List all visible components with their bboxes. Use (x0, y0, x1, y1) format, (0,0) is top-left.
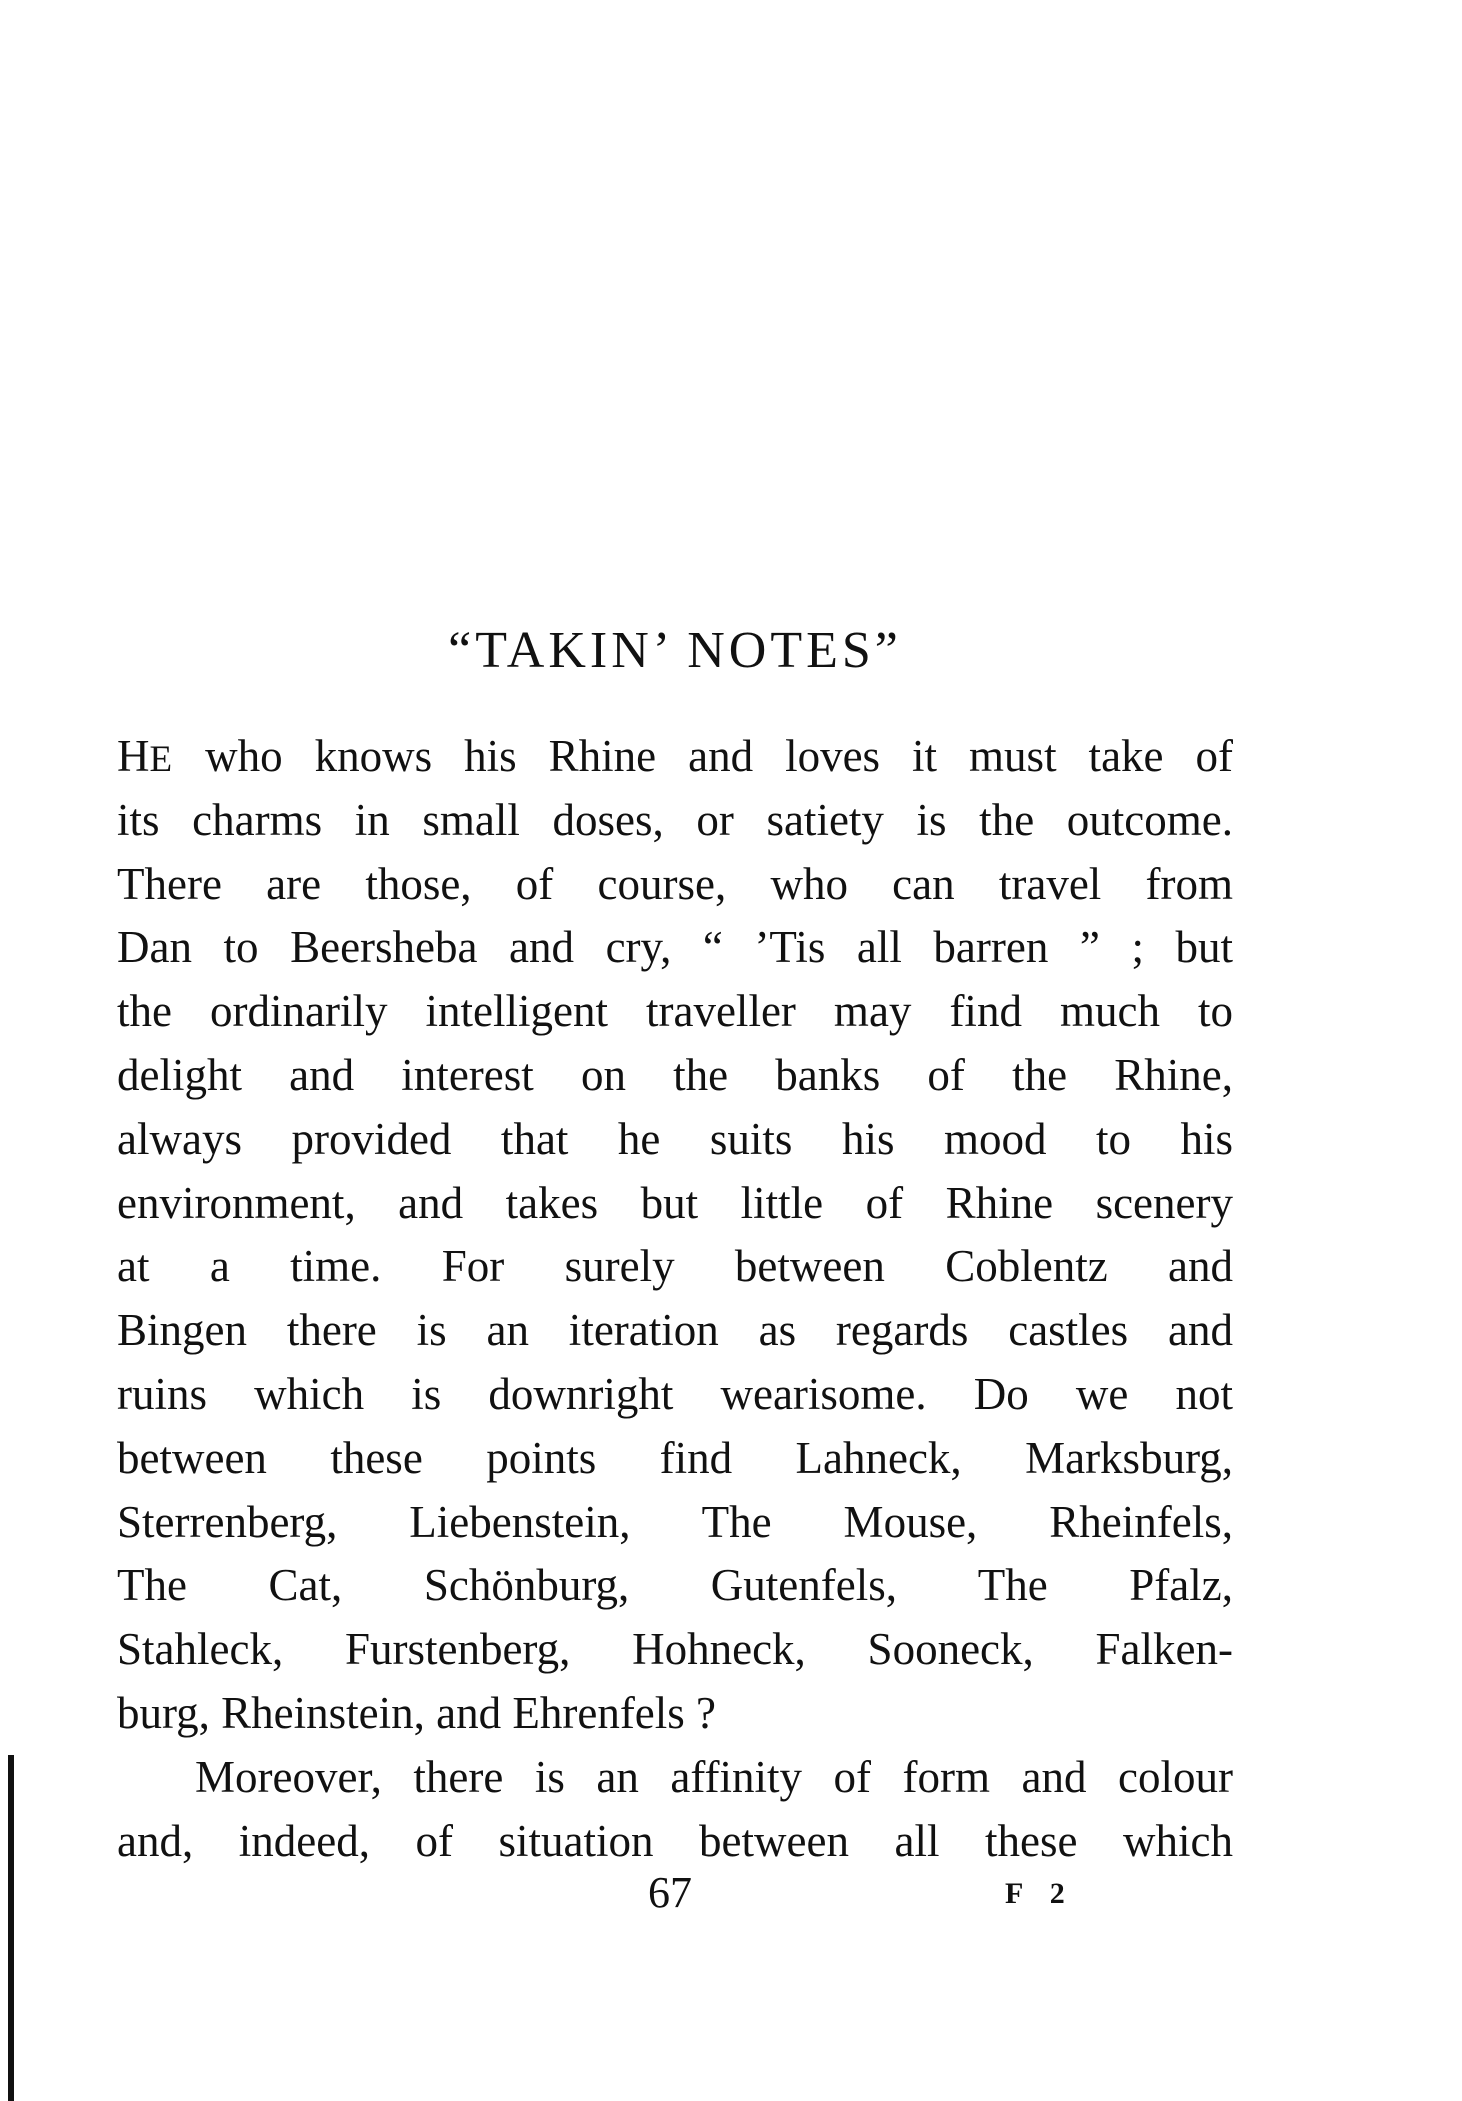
drop-initial: H (117, 731, 150, 781)
text-line-15: Stahleck, Furstenberg, Hohneck, Sooneck, Falken- (117, 1624, 1233, 1675)
text-line-5: the ordinarily intelligent traveller may find much to (117, 986, 1233, 1037)
page-footer (0, 1863, 1462, 1923)
text-line-16: burg, Rheinstein, and Ehrenfels ? (117, 1687, 717, 1738)
line-1-text: who knows his Rhine and loves it must take of (173, 731, 1233, 781)
text-line-2: its charms in small doses, or satiety is the outcome. (117, 794, 1233, 845)
text-line-1 (117, 725, 1233, 789)
text-line-12: between these points find Lahneck, Marksburg, (117, 1432, 1233, 1483)
text-line-13: Sterrenberg, Liebenstein, The Mouse, Rheinfels, (117, 1496, 1233, 1547)
page-number: 67 (648, 1868, 692, 1917)
text-line-14: The Cat, Schönburg, Gutenfels, The Pfalz, (117, 1560, 1233, 1611)
text-line-6: delight and interest on the banks of the Rhine, (117, 1049, 1233, 1100)
text-line-17: Moreover, there is an affinity of form and colour (195, 1751, 1233, 1802)
small-caps-rest: E (149, 739, 174, 780)
text-line-9: at a time. For surely between Coblentz and (117, 1241, 1233, 1292)
text-line-4: Dan to Beersheba and cry, “ ’Tis all barren ” ; but (117, 922, 1233, 973)
text-line-8: environment, and takes but little of Rhine scenery (117, 1177, 1233, 1228)
text-line-7: always provided that he suits his mood to his (117, 1113, 1233, 1164)
body-text (117, 725, 1233, 1873)
binding-edge-shadow (8, 1755, 14, 2101)
text-line-11: ruins which is downright wearisome. Do we not (117, 1368, 1233, 1419)
text-line-18: and, indeed, of situation between all these which (117, 1815, 1233, 1866)
signature-mark: F 2 (1005, 1877, 1075, 1910)
text-line-10: Bingen there is an iteration as regards castles and (117, 1305, 1233, 1356)
chapter-title: “TAKIN’ NOTES” (448, 622, 902, 679)
text-line-3: There are those, of course, who can travel from (117, 858, 1233, 909)
